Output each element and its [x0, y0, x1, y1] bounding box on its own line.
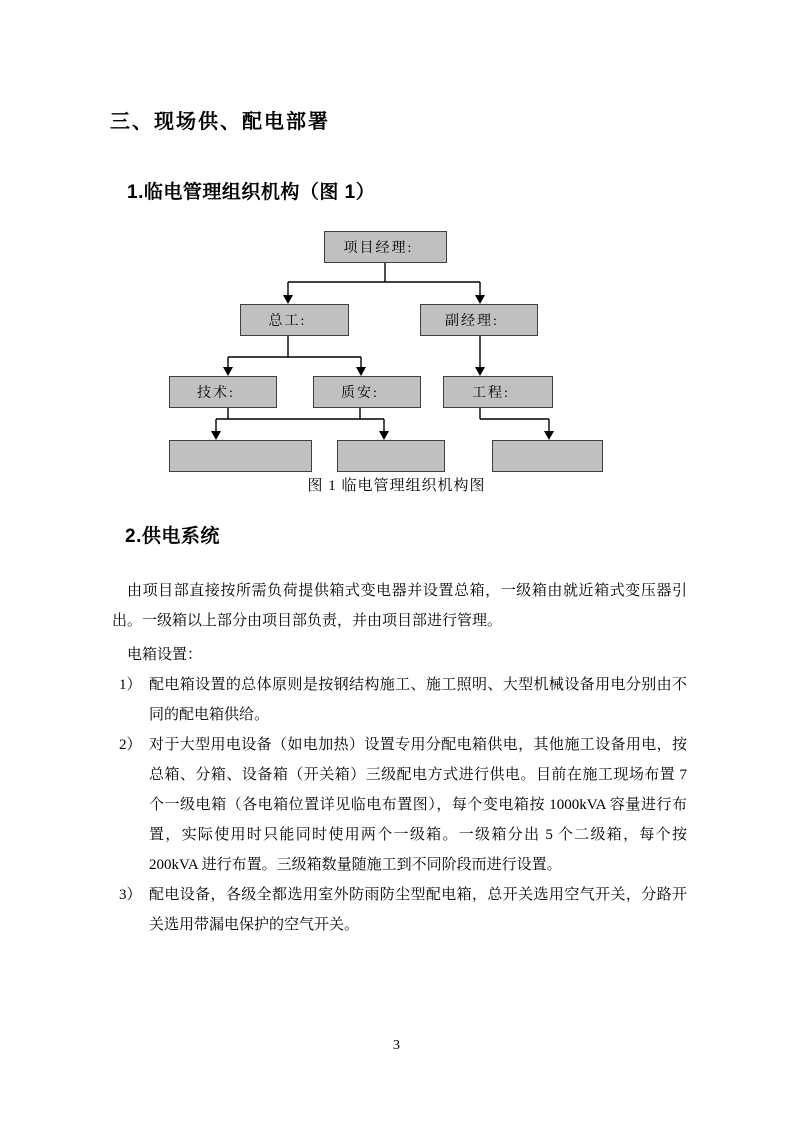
- list-item-2: [112, 730, 687, 880]
- list-text: 对于大型用电设备（如电加热）设置专用分配电箱供电，其他施工设备用电，按总箱、分箱、设备箱（开关箱）三级配电方式进行供电。目前在施工现场布置 7 个一级电箱（各电箱位置详见临电布置图），每个变电箱按 1000kVA 容量进行布置，实际使用时只能同时使用两个一级箱。一级箱分出 5 个二级箱，每个按 200kVA 进行布置。三级箱数量随施工到不同阶段而进行设置。: [149, 737, 687, 873]
- org-node-empty-2: [337, 440, 445, 472]
- page-number: 3: [393, 1038, 400, 1053]
- list-text: 配电设备，各级全都选用室外防雨防尘型配电箱，总开关选用空气开关，分路开关选用带漏电保护的空气开关。: [149, 887, 687, 933]
- arrow-down-icon: [283, 295, 293, 304]
- org-node-deputy-manager: 副经理:: [420, 304, 538, 336]
- arrow-down-icon: [223, 367, 233, 376]
- arrow-down-icon: [475, 367, 485, 376]
- arrow-down-icon: [356, 367, 366, 376]
- paragraph-power-supply: 由项目部直接按所需负荷提供箱式变电器并设置总箱，一级箱由就近箱式变压器引出。一级箱以上部分由项目部负责，并由项目部进行管理。: [112, 583, 687, 629]
- org-node-technology: 技术:: [169, 376, 277, 408]
- section2-body: [112, 576, 687, 940]
- list-number: 3）: [119, 887, 142, 903]
- chapter-heading: 三、现场供、配电部署: [110, 111, 330, 133]
- arrow-down-icon: [544, 431, 554, 440]
- list-number: 1）: [119, 677, 142, 693]
- list-item-1: [112, 670, 687, 730]
- org-node-quality-safety: 质安:: [313, 376, 421, 408]
- org-node-project-manager: 项目经理:: [324, 231, 447, 263]
- paragraph-box-setup-label: 电箱设置：: [127, 647, 203, 663]
- org-node-chief-engineer: 总工:: [240, 304, 349, 336]
- section2-heading: 2.供电系统: [125, 526, 220, 547]
- list-item-3: [112, 880, 687, 940]
- org-node-empty-1: [169, 440, 312, 472]
- org-node-empty-3: [492, 440, 603, 472]
- org-chart: [0, 228, 793, 475]
- figure-caption: 图 1 临电管理组织机构图: [307, 478, 486, 494]
- arrow-down-icon: [211, 431, 221, 440]
- list-text: 配电箱设置的总体原则是按钢结构施工、施工照明、大型机械设备用电分别由不同的配电箱供给。: [149, 677, 687, 723]
- arrow-down-icon: [379, 431, 389, 440]
- section1-heading: 1.临电管理组织机构（图 1）: [127, 182, 376, 203]
- org-chart-connectors: [0, 228, 793, 475]
- org-node-engineering: 工程:: [443, 376, 553, 408]
- arrow-down-icon: [475, 295, 485, 304]
- list-number: 2）: [119, 737, 142, 753]
